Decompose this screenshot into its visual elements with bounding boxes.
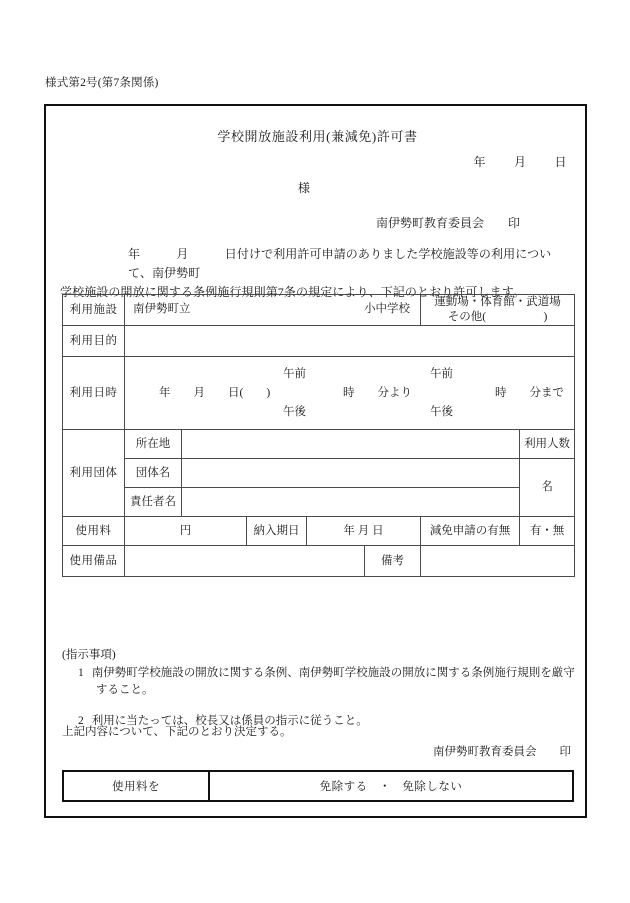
body-line-1: 年 月 日付けで利用許可申請のありました学校施設等の利用について、南伊勢町 — [128, 247, 552, 280]
facility-label: 利用施設 — [63, 295, 125, 326]
fee-label: 使用料 — [63, 517, 125, 546]
instruction-text-1: 南伊勢町学校施設の開放に関する条例、南伊勢町学校施設の開放に関する条例施行規則を厳守すること。 — [91, 667, 575, 696]
datetime-am-end: 午前 — [430, 368, 453, 380]
fee-due-label: 納入期日 — [247, 517, 307, 546]
instruction-item-1 — [78, 665, 577, 699]
table-row-exemption-decision — [63, 771, 573, 801]
table-row-group-name — [63, 459, 575, 488]
instructions-section — [62, 647, 577, 730]
table-row-purpose — [63, 326, 575, 357]
facility-suffix: 小中学校 — [364, 303, 411, 315]
option-exempt[interactable]: 免除する — [319, 781, 368, 793]
decision-statement: 上記内容について、下記のとおり決定する。 — [62, 726, 292, 738]
group-name-value[interactable] — [182, 459, 520, 488]
remarks-label: 備考 — [365, 546, 421, 577]
equipment-label: 使用備品 — [63, 546, 125, 577]
instruction-text-2: 利用に当たっては、校長又は係員の指示に従うこと。 — [91, 715, 368, 727]
group-label: 利用団体 — [63, 430, 125, 517]
exemption-decision-options[interactable] — [209, 771, 573, 801]
form-number: 様式第2号(第7条関係) — [45, 77, 159, 89]
table-row-equipment — [63, 546, 575, 577]
group-address-value[interactable] — [182, 430, 520, 459]
addressee-suffix: 様 — [298, 181, 311, 195]
permit-details-table — [62, 294, 575, 577]
group-count-label: 利用人数 — [520, 430, 575, 459]
datetime-ymd: 年 月 日( ) — [159, 387, 271, 399]
group-address-label: 所在地 — [125, 430, 182, 459]
instructions-heading: (指示事項) — [62, 649, 116, 661]
purpose-value[interactable] — [125, 326, 575, 357]
option-separator: ・ — [379, 781, 391, 793]
body-line-2: 学校施設の開放に関する条例施行規則第7条の規定により、下記のとおり許可します。 — [60, 285, 525, 299]
form-frame — [44, 104, 587, 818]
option-not-exempt[interactable]: 免除しない — [402, 781, 463, 793]
remarks-value[interactable] — [421, 546, 575, 577]
purpose-label: 利用目的 — [63, 326, 125, 357]
group-manager-value[interactable] — [182, 488, 520, 517]
page-title: 学校開放施設利用(兼減免)許可書 — [217, 129, 418, 144]
instruction-number-1: 1 — [78, 667, 84, 679]
exemption-decision-label: 使用料を — [63, 771, 209, 801]
datetime-value-cell[interactable] — [125, 357, 575, 430]
equipment-value[interactable] — [125, 546, 365, 577]
fee-currency: 円 — [179, 524, 192, 537]
fee-exemption-label: 減免申請の有無 — [421, 517, 520, 546]
fee-exemption-value[interactable]: 有・無 — [520, 517, 575, 546]
table-row-group-address — [63, 430, 575, 459]
facility-option-line-1: 運動場・体育館・武道場 — [434, 296, 561, 308]
datetime-label: 利用日時 — [63, 357, 125, 430]
datetime-time-from: 時 分より — [343, 387, 412, 399]
fee-due-value[interactable]: 年 月 日 — [307, 517, 421, 546]
facility-options-cell[interactable] — [421, 295, 575, 326]
datetime-pm-start: 午後 — [283, 406, 306, 418]
datetime-time-to: 時 分まで — [495, 387, 564, 399]
facility-option-line-2: その他( ) — [447, 311, 548, 323]
issuer-name: 南伊勢町教育委員会 印 — [376, 216, 521, 230]
exemption-decision-table — [62, 770, 574, 802]
instruction-number-2: 2 — [78, 715, 84, 727]
table-row-datetime — [63, 357, 575, 430]
group-count-value-cell[interactable] — [520, 459, 575, 517]
group-name-label: 団体名 — [125, 459, 182, 488]
group-count-unit: 名 — [541, 481, 553, 493]
facility-name-cell[interactable] — [125, 295, 421, 326]
fee-amount-cell[interactable] — [125, 517, 247, 546]
issue-date-line: 年 月 日 — [473, 155, 567, 169]
table-row-fee — [63, 517, 575, 546]
group-manager-label: 責任者名 — [125, 488, 182, 517]
facility-prefix: 南伊勢町立 — [133, 303, 191, 315]
decision-issuer: 南伊勢町教育委員会 印 — [433, 746, 571, 758]
table-row-group-manager — [63, 488, 575, 517]
datetime-pm-end: 午後 — [430, 406, 453, 418]
table-row-facility — [63, 295, 575, 326]
datetime-am-start: 午前 — [283, 368, 306, 380]
